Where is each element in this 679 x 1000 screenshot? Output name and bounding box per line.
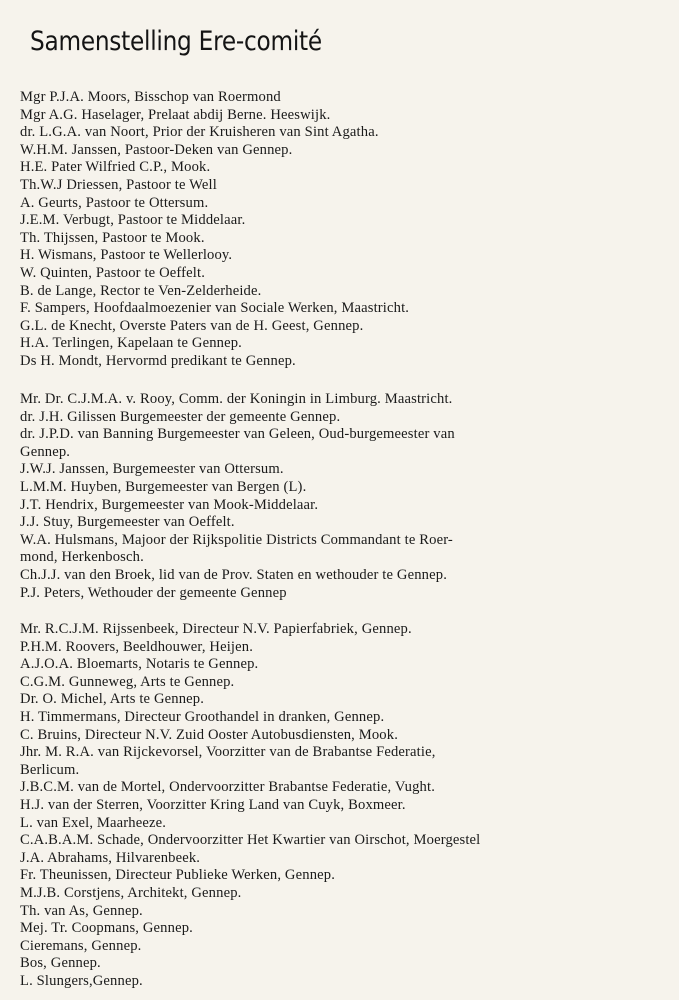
member-entry: A. Geurts, Pastoor te Ottersum. [20,194,209,211]
member-entry: Mr. Dr. C.J.M.A. v. Rooy, Comm. der Koningin in Limburg. Maastricht. [20,391,453,407]
member-entry: Cieremans, Gennep. [20,937,142,954]
member-entry: J.A. Abrahams, Hilvarenbeek. [20,849,201,866]
member-entry: W.H.M. Janssen, Pastoor-Deken van Gennep. [20,141,293,158]
page-title: Samenstelling Ere-comité [30,26,322,57]
member-entry: Berlicum. [20,761,80,778]
member-entry: M.J.B. Corstjens, Architekt, Gennep. [20,884,242,901]
member-entry: Jhr. M. R.A. van Rijckevorsel, Voorzitter van de Brabantse Federatie, [20,744,436,761]
member-entry: C.A.B.A.M. Schade, Ondervoorzitter Het Kwartier van Oirschot, Moergestel [20,832,481,849]
member-entry: J.J. Stuy, Burgemeester van Oeffelt. [20,514,235,531]
member-entry: A.J.O.A. Bloemarts, Notaris te Gennep. [20,656,259,673]
member-entry: dr. J.H. Gilissen Burgemeester der gemeente Gennep. [20,408,341,425]
member-entry: F. Sampers, Hoofdaalmoezenier van Sociale Werken, Maastricht. [20,300,410,317]
member-entry: Ch.J.J. van den Broek, lid van de Prov. Staten en wethouder te Gennep. [20,566,448,583]
member-entry: Ds H. Mondt, Hervormd predikant te Gennep. [20,352,296,369]
member-entry: J.E.M. Verbugt, Pastoor te Middelaar. [20,212,246,229]
member-entry: H.A. Terlingen, Kapelaan te Gennep. [20,335,242,352]
business-and-other-members-list [20,621,670,990]
member-entry: Th. van As, Gennep. [20,902,143,919]
member-entry: dr. J.P.D. van Banning Burgemeester van Geleen, Oud-burgemeester van [20,426,455,443]
member-entry: C.G.M. Gunneweg, Arts te Gennep. [20,673,235,690]
member-entry: mond, Herkenbosch. [20,549,144,566]
member-entry: W. Quinten, Pastoor te Oeffelt. [20,264,206,281]
member-entry: Mr. R.C.J.M. Rijssenbeek, Directeur N.V. Papierfabriek, Gennep. [20,621,412,637]
clergy-members-list [20,89,670,371]
member-entry: Dr. O. Michel, Arts te Gennep. [20,691,205,708]
member-entry: Bos, Gennep. [20,955,101,972]
member-entry: Mgr P.J.A. Moors, Bisschop van Roermond [20,89,281,105]
member-entry: J.W.J. Janssen, Burgemeester van Ottersum. [20,461,284,478]
member-entry: Gennep. [20,443,71,460]
member-entry: Mej. Tr. Coopmans, Gennep. [20,920,193,937]
member-entry: dr. L.G.A. van Noort, Prior der Kruisheren van Sint Agatha. [20,124,379,141]
member-entry: J.B.C.M. van de Mortel, Ondervoorzitter Brabantse Federatie, Vught. [20,779,436,796]
member-entry: H. Wismans, Pastoor te Wellerlooy. [20,247,233,264]
member-entry: L. Slungers,Gennep. [20,972,143,989]
member-entry: Mgr A.G. Haselager, Prelaat abdij Berne. Heeswijk. [20,106,331,123]
civic-officials-list [20,391,670,602]
member-entry: J.T. Hendrix, Burgemeester van Mook-Middelaar. [20,496,319,513]
member-entry: Th. Thijssen, Pastoor te Mook. [20,229,205,246]
member-entry: H.J. van der Sterren, Voorzitter Kring Land van Cuyk, Boxmeer. [20,796,406,813]
member-entry: W.A. Hulsmans, Majoor der Rijkspolitie Districts Commandant te Roer- [20,531,453,548]
member-entry: L.M.M. Huyben, Burgemeester van Bergen (L). [20,478,307,495]
member-entry: Th.W.J Driessen, Pastoor te Well [20,176,217,193]
member-entry: C. Bruins, Directeur N.V. Zuid Ooster Autobusdiensten, Mook. [20,726,399,743]
member-entry: L. van Exel, Maarheeze. [20,814,167,831]
member-entry: P.J. Peters, Wethouder der gemeente Gennep [20,584,287,601]
member-entry: P.H.M. Roovers, Beeldhouwer, Heijen. [20,638,254,655]
member-entry: H. Timmermans, Directeur Groothandel in dranken, Gennep. [20,708,385,725]
member-entry: Fr. Theunissen, Directeur Publieke Werken, Gennep. [20,867,336,884]
member-entry: H.E. Pater Wilfried C.P., Mook. [20,159,211,176]
member-entry: G.L. de Knecht, Overste Paters van de H. Geest, Gennep. [20,317,364,334]
member-entry: B. de Lange, Rector te Ven-Zelderheide. [20,282,262,299]
